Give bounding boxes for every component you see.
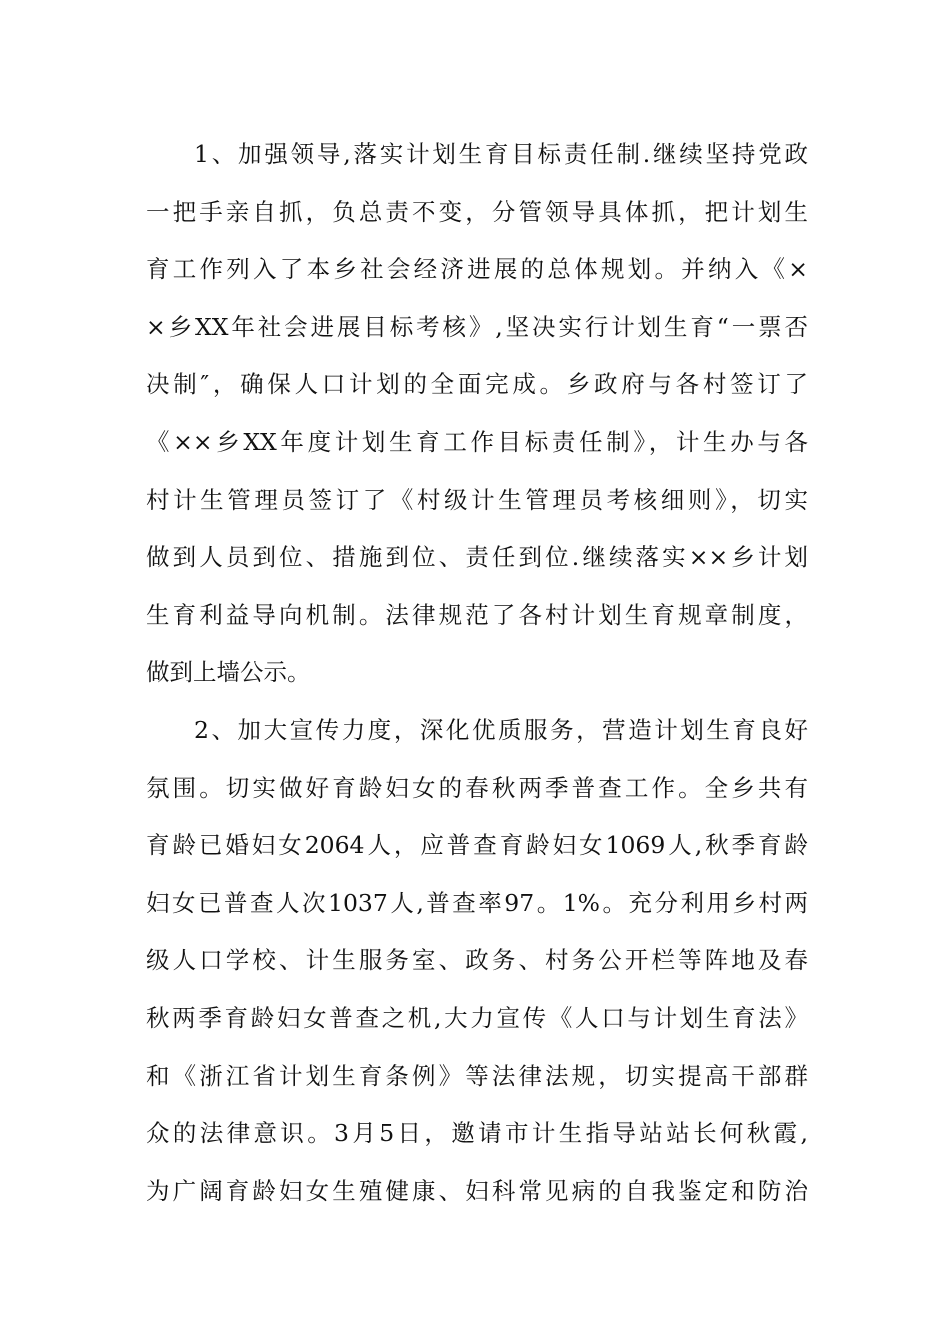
text-line: 级人口学校、计生服务室、政务、村务公开栏等阵地及春: [146, 946, 808, 975]
paragraph-1: [146, 126, 808, 702]
text-line: 氛围。切实做好育龄妇女的春秋两季普查工作。全乡共有: [146, 773, 808, 802]
text-line: 和《浙江省计划生育条例》等法律法规，切实提高干部群: [146, 1061, 808, 1090]
text-line: 众的法律意识。3月5日，邀请市计生指导站站长何秋霞,: [146, 1119, 808, 1148]
body-text: [146, 126, 808, 1220]
text-line: 育龄已婚妇女2064人，应普查育龄妇女1069人,秋季育龄: [146, 831, 808, 860]
text-line: 决制″，确保人口计划的全面完成。乡政府与各村签订了: [146, 370, 808, 399]
text-line: 妇女已普查人次1037人,普查率97。1%。充分利用乡村两: [146, 888, 808, 917]
text-line: 1、加强领导,落实计划生育目标责任制.继续坚持党政: [194, 140, 808, 168]
text-line: 为广阔育龄妇女生殖健康、妇科常见病的自我鉴定和防治: [146, 1176, 808, 1205]
text-line: 做到人员到位、措施到位、责任到位.继续落实××乡计划: [146, 543, 808, 572]
text-line: 做到上墙公示。: [146, 658, 311, 687]
text-line: 2、加大宣传力度，深化优质服务，营造计划生育良好: [194, 715, 808, 744]
text-line: 一把手亲自抓，负总责不变，分管领导具体抓，把计划生: [146, 197, 808, 226]
text-line: 生育利益导向机制。法律规范了各村计划生育规章制度，: [146, 600, 808, 629]
text-line: ×乡XX年社会进展目标考核》,坚决实行计划生育“一票否: [146, 312, 808, 341]
text-line: 《××乡XX年度计划生育工作目标责任制》，计生办与各: [146, 427, 808, 456]
text-line: 育工作列入了本乡社会经济进展的总体规划。并纳入《×: [146, 255, 808, 284]
text-line: 村计生管理员签订了《村级计生管理员考核细则》，切实: [146, 485, 808, 514]
paragraph-2: [146, 702, 808, 1220]
text-line: 秋两季育龄妇女普查之机,大力宣传《人口与计划生育法》: [146, 1003, 808, 1032]
